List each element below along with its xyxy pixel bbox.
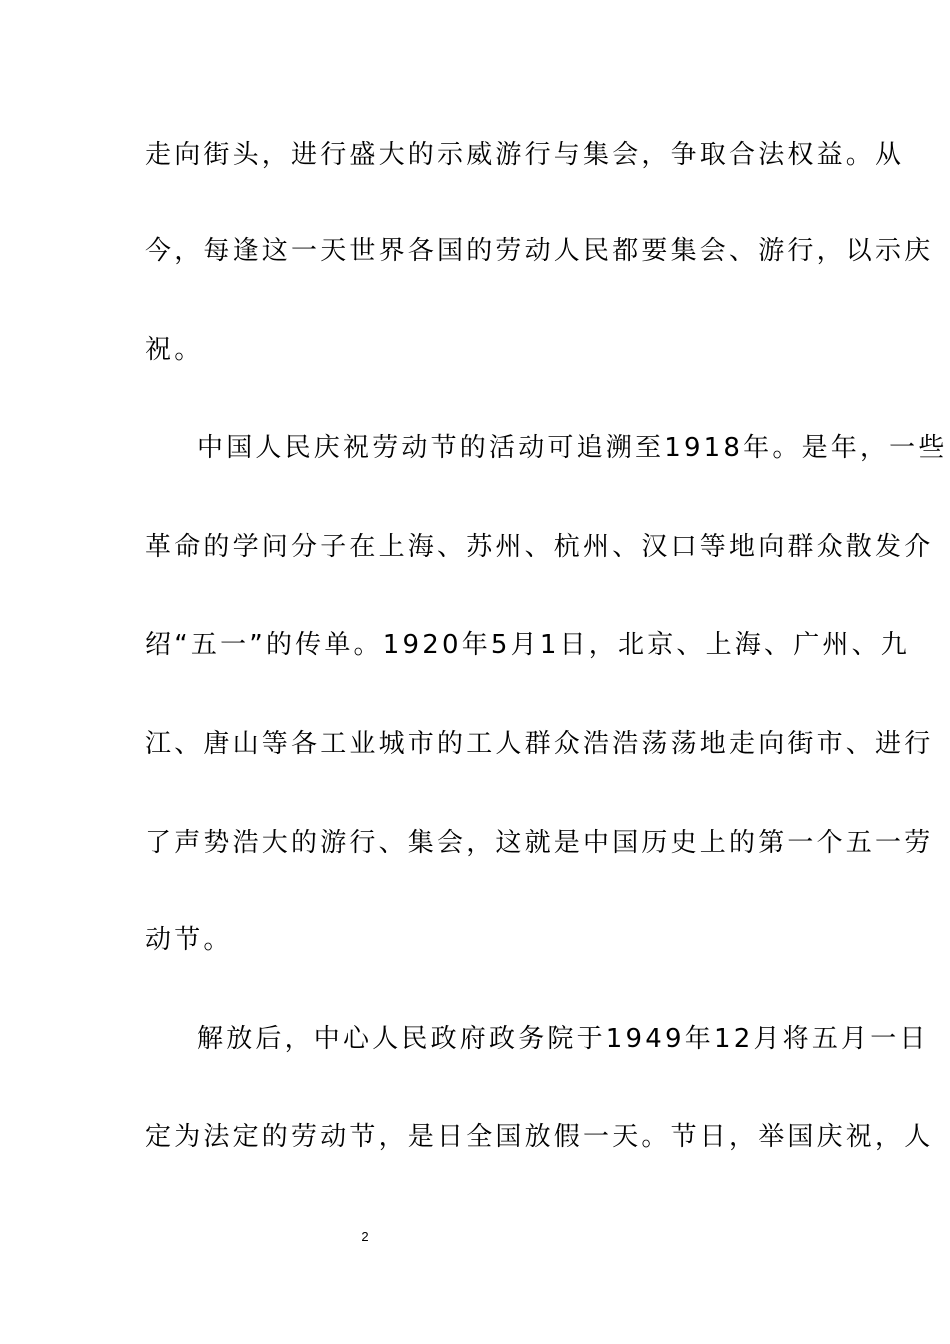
text-line-6: 绍“五一”的传单。1920年5月1日，北京、上海、广州、九 [145, 630, 910, 660]
text-line-10: 解放后，中心人民政府政务院于1949年12月将五月一日 [197, 1024, 929, 1054]
text-line-7: 江、唐山等各工业城市的工人群众浩浩荡荡地走向街市、进行 [145, 729, 934, 759]
text-line-3: 祝。 [145, 335, 204, 365]
text-line-9: 动节。 [145, 925, 233, 955]
page-number: 2 [361, 1229, 369, 1244]
text-line-11: 定为法定的劳动节，是日全国放假一天。节日，举国庆祝，人 [145, 1122, 934, 1152]
text-line-4: 中国人民庆祝劳动节的活动可追溯至1918年。是年，一些 [197, 433, 948, 463]
text-line-5: 革命的学问分子在上海、苏州、杭州、汉口等地向群众散发介 [145, 532, 934, 562]
text-line-2: 今，每逢这一天世界各国的劳动人民都要集会、游行，以示庆 [145, 236, 934, 266]
text-line-8: 了声势浩大的游行、集会，这就是中国历史上的第一个五一劳 [145, 828, 934, 858]
text-line-1: 走向街头，进行盛大的示威游行与集会，争取合法权益。从 [145, 140, 905, 170]
